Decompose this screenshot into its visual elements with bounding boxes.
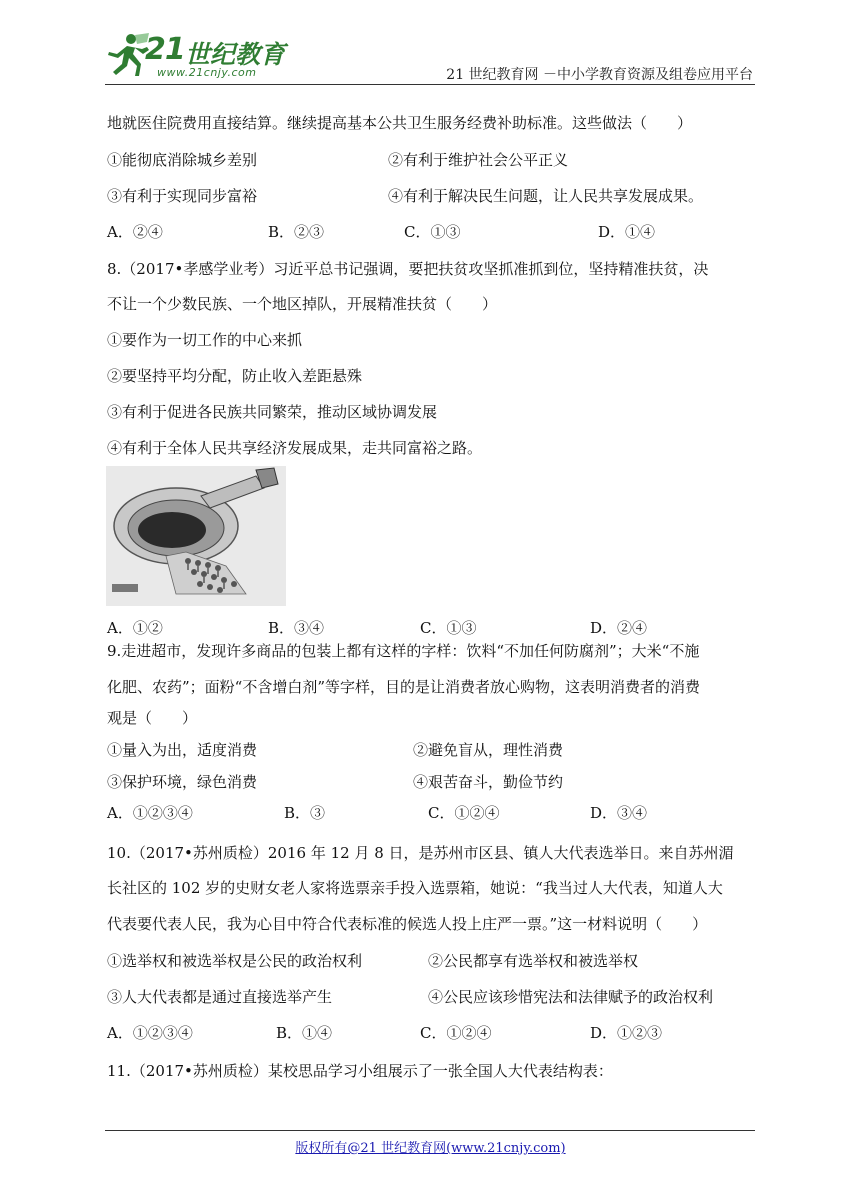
q8-statement-3: ③有利于促进各民族共同繁荣，推动区域协调发展 <box>107 403 438 421</box>
logo-title: 世纪教育 <box>185 40 286 69</box>
q10-statement-1: ①选举权和被选举权是公民的政治权利 <box>107 952 363 970</box>
q11-stem-line-1: 11.（2017•苏州质检）某校思品学习小组展示了一张全国人大代表结构表： <box>107 1062 613 1080</box>
q8-option-c[interactable]: C．①③ <box>420 619 477 637</box>
q10-statement-4: ④公民应该珍惜宪法和法律赋予的政治权利 <box>428 988 714 1006</box>
q8-statement-2: ②要坚持平均分配，防止收入差距悬殊 <box>107 367 363 385</box>
q7-statement-4: ④有利于解决民生问题，让人民共享发展成果。 <box>388 187 704 205</box>
q9-stem-line-2: 化肥、农药”；面粉“不含增白剂”等字样，目的是让消费者放心购物，这表明消费者的消费 <box>107 678 701 696</box>
q8-option-a[interactable]: A．①② <box>107 619 163 637</box>
q9-stem-line-1: 9.走进超市，发现许多商品的包装上都有这样的字样：饮料“不加任何防腐剂”；大米“不施 <box>107 642 700 660</box>
q10-option-a[interactable]: A．①②③④ <box>107 1024 193 1042</box>
q9-statement-3: ③保护环境，绿色消费 <box>107 773 258 791</box>
cartoon-image <box>106 466 286 606</box>
q8-stem-line-2: 不让一个少数民族、一个地区掉队，开展精准扶贫（ ） <box>107 295 498 313</box>
q8-statement-1: ①要作为一切工作的中心来抓 <box>107 331 303 349</box>
site-logo[interactable] <box>105 30 285 82</box>
q9-option-b[interactable]: B．③ <box>284 804 326 822</box>
q7-option-d[interactable]: D．①④ <box>598 223 656 241</box>
q9-statement-2: ②避免盲从，理性消费 <box>413 741 564 759</box>
q8-statement-4: ④有利于全体人民共享经济发展成果，走共同富裕之路。 <box>107 439 483 457</box>
q9-option-c[interactable]: C．①②④ <box>428 804 500 822</box>
q7-stem-end: 地就医住院费用直接结算。继续提高基本公共卫生服务经费补助标准。这些做法（ ） <box>107 114 693 132</box>
q7-option-a[interactable]: A．②④ <box>107 223 163 241</box>
q10-stem-line-2: 长社区的 102 岁的史财女老人家将选票亲手投入选票箱，她说：“我当过人大代表，知道人大 <box>107 879 723 897</box>
q10-stem-line-1: 10.（2017•苏州质检）2016 年 12 月 8 日，是苏州市区县、镇人大代表选举日。来自苏州湄 <box>107 844 734 862</box>
q10-option-c[interactable]: C．①②④ <box>420 1024 492 1042</box>
q7-statement-1: ①能彻底消除城乡差别 <box>107 151 258 169</box>
q10-statement-3: ③人大代表都是通过直接选举产生 <box>107 988 333 1006</box>
q10-stem-line-3: 代表要代表人民，我为心目中符合代表标准的候选人投上庄严一票。”这一材料说明（ ） <box>107 915 708 933</box>
q8-option-d[interactable]: D．②④ <box>590 619 648 637</box>
q9-statement-1: ①量入为出，适度消费 <box>107 741 258 759</box>
page-header <box>0 0 861 86</box>
q7-option-b[interactable]: B．②③ <box>268 223 325 241</box>
logo-url: www.21cnjy.com <box>157 66 257 79</box>
q9-stem-line-3: 观是（ ） <box>107 709 198 727</box>
footer-divider <box>105 1130 755 1131</box>
q9-statement-4: ④艰苦奋斗，勤俭节约 <box>413 773 564 791</box>
q9-option-d[interactable]: D．③④ <box>590 804 648 822</box>
q7-option-c[interactable]: C．①③ <box>404 223 461 241</box>
q7-statement-3: ③有利于实现同步富裕 <box>107 187 258 205</box>
q10-statement-2: ②公民都享有选举权和被选举权 <box>428 952 639 970</box>
q8-option-b[interactable]: B．③④ <box>268 619 325 637</box>
logo-number: 21 <box>145 32 185 67</box>
q7-statement-2: ②有利于维护社会公平正义 <box>388 151 569 169</box>
footer-copyright-link[interactable]: 版权所有@21 世纪教育网(www.21cnjy.com) <box>295 1141 566 1156</box>
header-divider <box>105 84 755 85</box>
q8-stem-line-1: 8.（2017•孝感学业考）习近平总书记强调，要把扶贫攻坚抓准抓到位，坚持精准扶贫，决 <box>107 260 709 278</box>
q10-option-d[interactable]: D．①②③ <box>590 1024 663 1042</box>
q9-option-a[interactable]: A．①②③④ <box>107 804 193 822</box>
q10-option-b[interactable]: B．①④ <box>276 1024 333 1042</box>
header-site-text: 21 世纪教育网 －中小学教育资源及组卷应用平台 <box>446 67 753 83</box>
